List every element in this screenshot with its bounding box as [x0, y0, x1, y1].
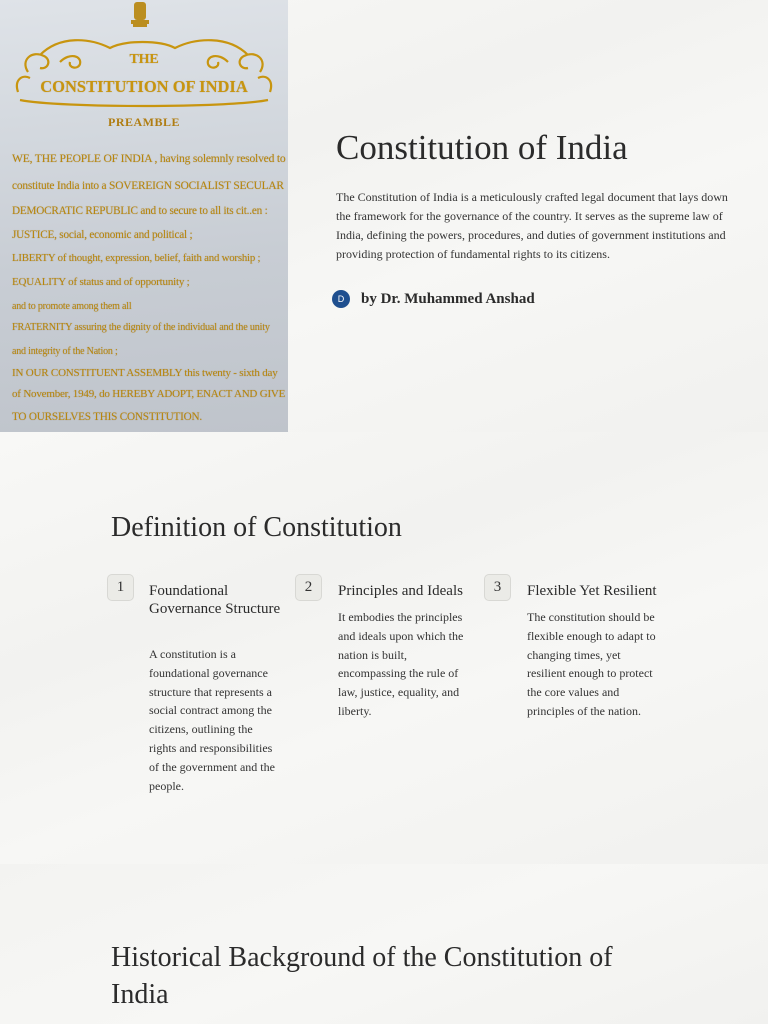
- avatar: D: [332, 290, 350, 308]
- step-number-badge: 1: [107, 574, 134, 601]
- preamble-line: EQUALITY of status and of opportunity ;: [12, 276, 190, 288]
- slide-title: [0, 0, 768, 432]
- card-text: The constitution should be flexible enough to adapt to changing times, yet resilient enough to protect the core values and principles of the nation.: [527, 610, 656, 718]
- author-byline: [332, 290, 535, 308]
- slide-history: [0, 864, 768, 1024]
- preamble-line: of November, 1949, do HEREBY ADOPT, ENACT AND GIVE: [12, 388, 286, 400]
- preamble-image: [0, 0, 288, 432]
- step-number-badge: 3: [484, 574, 511, 601]
- preamble-heading-constitution: CONSTITUTION OF INDIA: [40, 77, 248, 96]
- preamble-line: JUSTICE, social, economic and political ;: [12, 229, 193, 241]
- preamble-line: TO OURSELVES THIS CONSTITUTION.: [12, 411, 203, 423]
- intro-description: The Constitution of India is a meticulously crafted legal document that lays down the framework for the governance of the country. It serves as the supreme law of India, defining the powers, procedures, and duties of government institutions and providing protection of fundamental rights to its citizens.: [336, 190, 728, 261]
- preamble-label: PREAMBLE: [107, 115, 180, 129]
- preamble-line: WE, THE PEOPLE OF INDIA , having solemnly resolved to: [12, 152, 286, 165]
- author-name: by Dr. Muhammed Anshad: [361, 290, 535, 307]
- card-title: Flexible Yet Resilient: [527, 583, 657, 599]
- card-text: It embodies the principles and ideals upon which the nation is built, encompassing the rule of law, justice, equality, and liberty.: [338, 610, 464, 718]
- slide-definition: [0, 432, 768, 864]
- preamble-line: constitute India into a SOVEREIGN SOCIALIST SECULAR: [12, 180, 284, 192]
- preamble-line: IN OUR CONSTITUENT ASSEMBLY this twenty - sixth day: [12, 367, 278, 379]
- section-title: Historical Background of the Constitution of India: [111, 942, 613, 1010]
- preamble-line: DEMOCRATIC REPUBLIC and to secure to all its cit..en :: [12, 205, 268, 217]
- preamble-line: FRATERNITY assuring the dignity of the individual and the unity: [12, 322, 270, 333]
- preamble-heading-the: THE: [129, 52, 159, 67]
- card-title: Principles and Ideals: [338, 583, 463, 599]
- step-number-badge: 2: [295, 574, 322, 601]
- preamble-line: LIBERTY of thought, expression, belief, faith and worship ;: [12, 252, 261, 264]
- preamble-line: and to promote among them all: [12, 301, 132, 312]
- card-title: Foundational Governance Structure: [149, 583, 281, 617]
- card-text: A constitution is a foundational governance structure that represents a social contract among the citizens, outlining the rights and responsibilities of the government and the people.: [149, 647, 275, 793]
- preamble-line: and integrity of the Nation ;: [12, 346, 118, 357]
- national-emblem-icon: [131, 2, 149, 27]
- section-title: Definition of Constitution: [111, 512, 402, 543]
- page-title: Constitution of India: [336, 128, 628, 167]
